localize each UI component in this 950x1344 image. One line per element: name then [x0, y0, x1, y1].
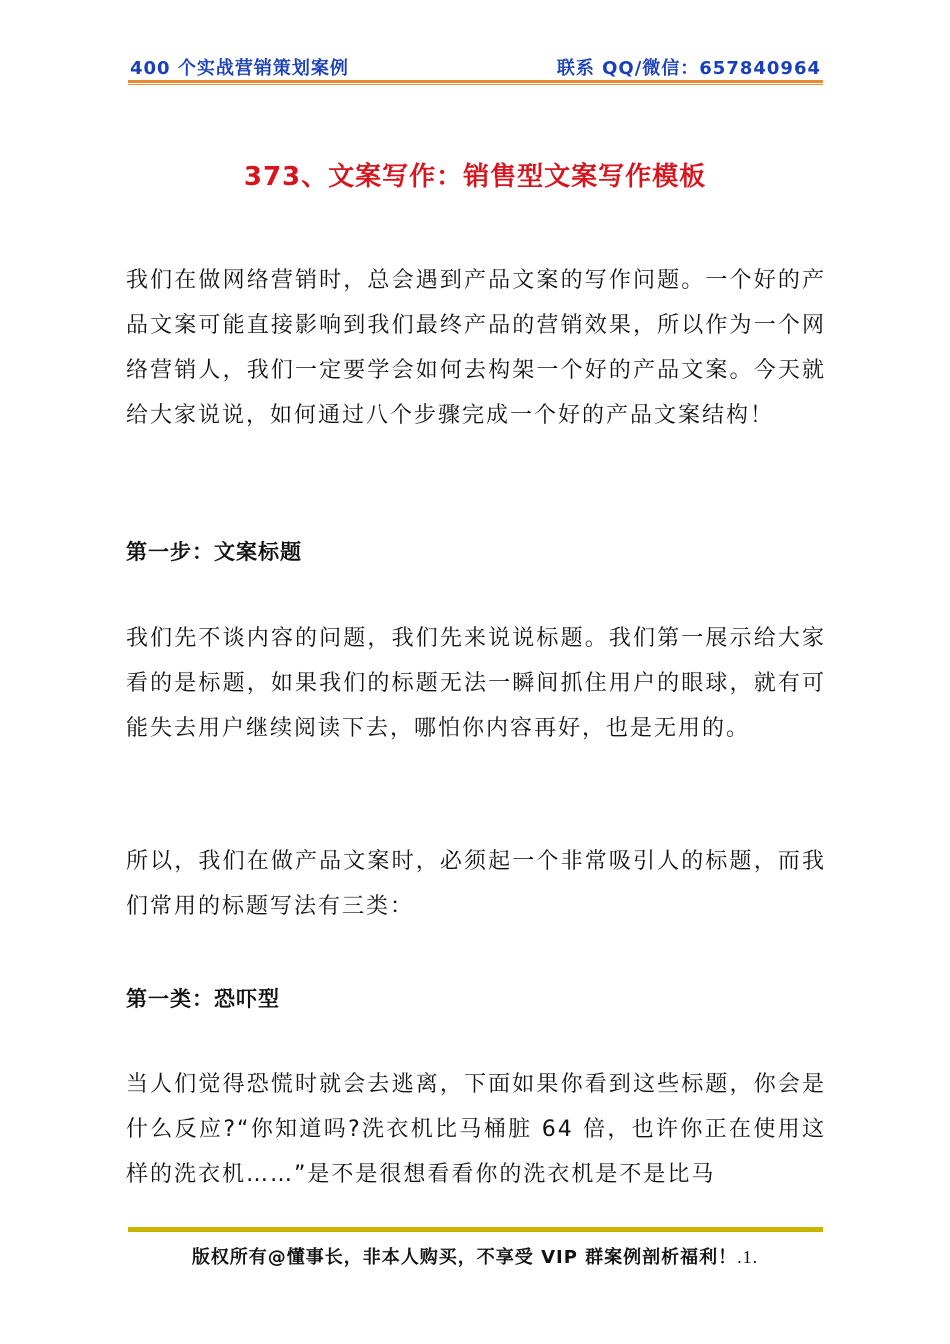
footer-copyright: 版权所有@懂事长，非本人购买，不享受 VIP 群案例剖析福利！	[191, 1247, 738, 1268]
header-collection-title: 400 个实战营销策划案例	[130, 58, 349, 79]
page-footer	[0, 1243, 950, 1269]
paragraph-title-types: 所以，我们在做产品文案时，必须起一个非常吸引人的标题，而我们常用的标题写法有三类：	[126, 849, 826, 919]
heading-type-1: 第一类：恐吓型	[126, 987, 280, 1011]
paragraph-intro: 我们在做网络营销时，总会遇到产品文案的写作问题。一个好的产品文案可能直接影响到我们最终产品的营销效果，所以作为一个网络营销人，我们一定要学会如何去构架一个好的产品文案。今天就给大家说说，如何通过八个步骤完成一个好的产品文案结构！	[126, 268, 826, 428]
paragraph-type-1: 当人们觉得恐慌时就会去逃离，下面如果你看到这些标题，你会是什么反应?“你知道吗?洗衣机比马桶脏 64 倍，也许你正在使用这样的洗衣机……”是不是很想看看你的洗衣机是不是比马	[126, 1072, 826, 1187]
heading-step-1: 第一步：文案标题	[126, 540, 302, 564]
footer-divider	[128, 1227, 823, 1232]
page-number: .1.	[737, 1247, 759, 1267]
document-title: 373、文案写作：销售型文案写作模板	[243, 162, 707, 192]
paragraph-step-1: 我们先不谈内容的问题，我们先来说说标题。我们第一展示给大家看的是标题，如果我们的标题无法一瞬间抓住用户的眼球，就有可能失去用户继续阅读下去，哪怕你内容再好，也是无用的。	[126, 626, 826, 741]
header-divider	[128, 80, 823, 85]
header-contact: 联系 QQ/微信：657840964	[556, 58, 821, 79]
page-header	[128, 54, 823, 80]
